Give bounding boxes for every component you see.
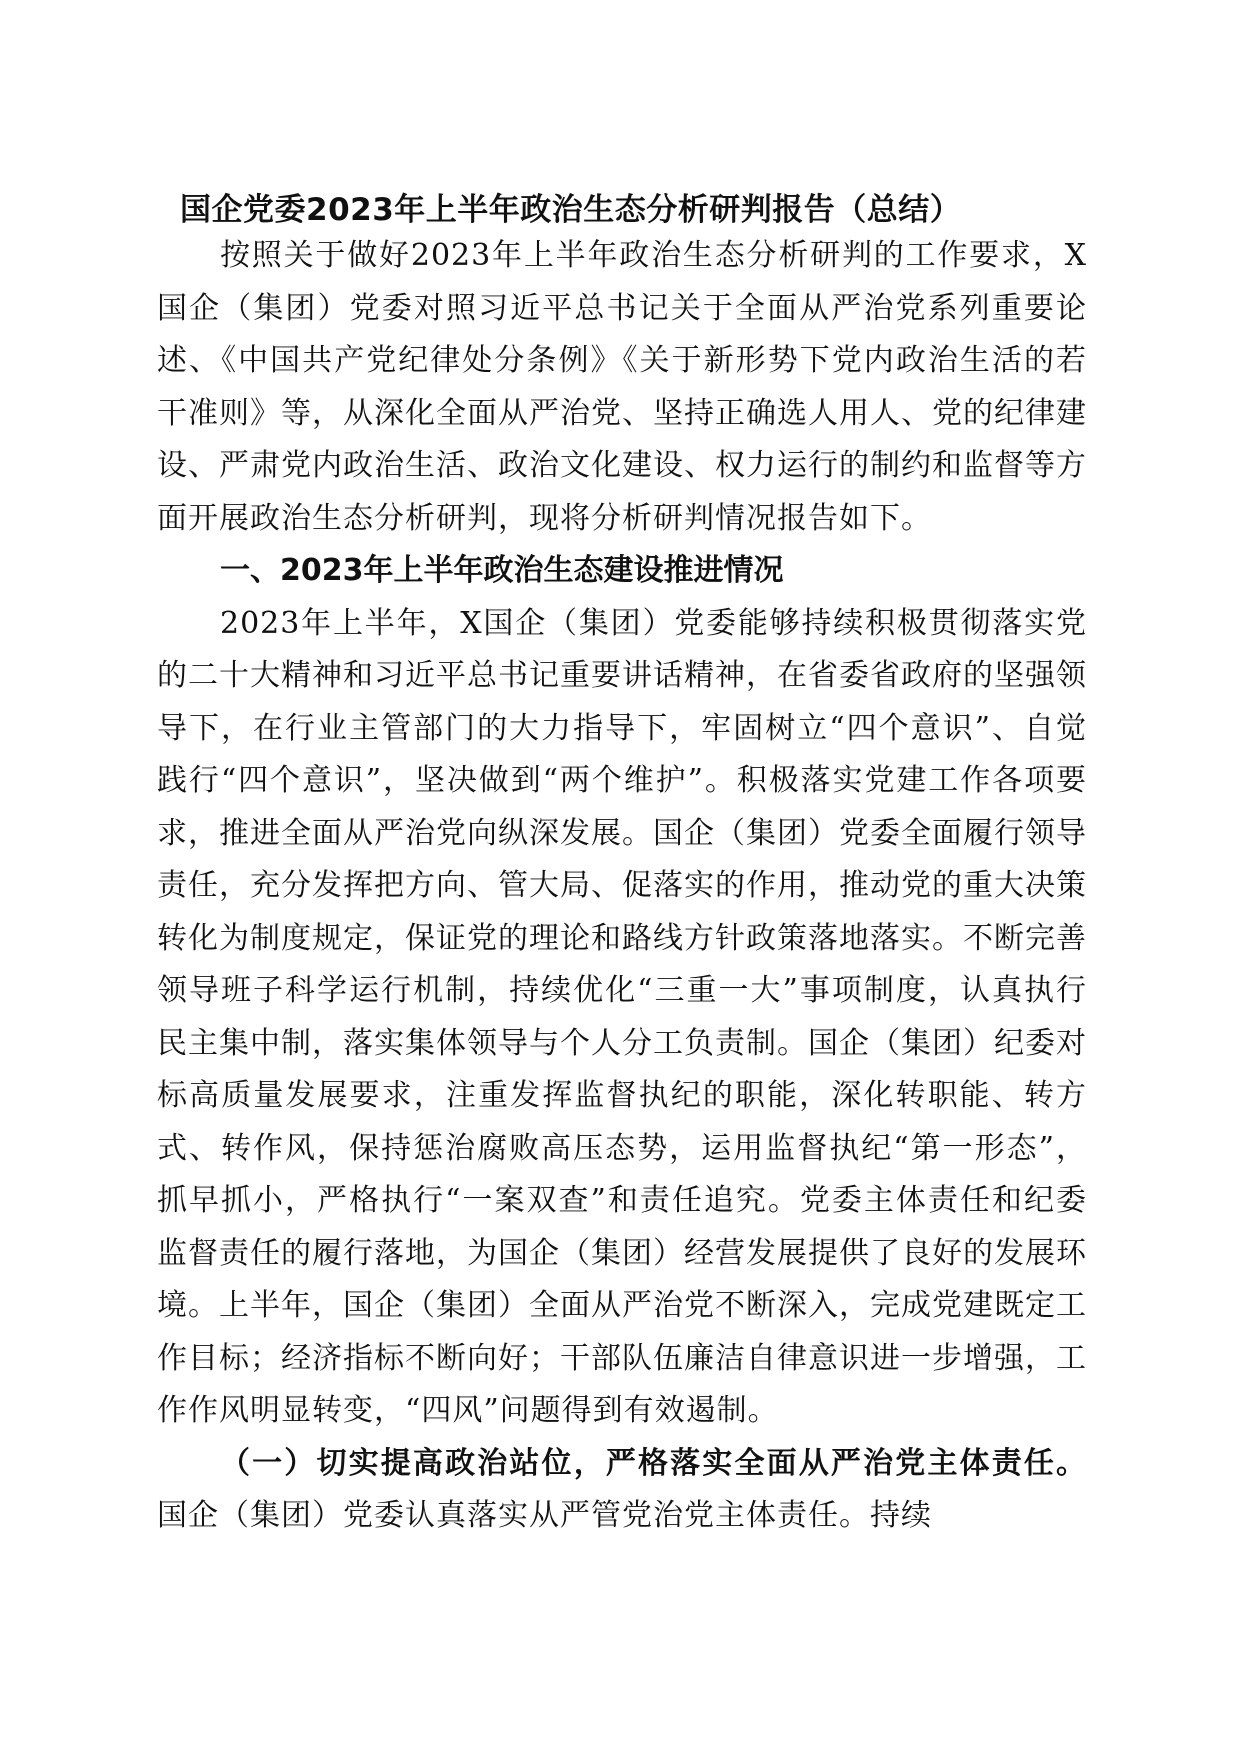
subsection-paragraph (157, 1438, 1087, 1543)
subsection-heading: （一）切实提高政治站位，严格落实全面从严治党主体责任。 (220, 1445, 1087, 1481)
section-paragraph: 2023年上半年，X国企（集团）党委能够持续积极贯彻落实党的二十大精神和习近平总书记重要讲话精神，在省委省政府的坚强领导下，在行业主管部门的大力指导下，牢固树立“四个意识”、自觉践行“四个意识”，坚决做到“两个维护”。积极落实党建工作各项要求，推进全面从严治党向纵深发展。国企（集团）党委全面履行领导责任，充分发挥把方向、管大局、促落实的作用，推动党的重大决策转化为制度规定，保证党的理论和路线方针政策落地落实。不断完善领导班子科学运行机制，持续优化“三重一大”事项制度，认真执行民主集中制，落实集体领导与个人分工负责制。国企（集团）纪委对标高质量发展要求，注重发挥监督执纪的职能，深化转职能、转方式、转作风，保持惩治腐败高压态势，运用监督执纪“第一形态”，抓早抓小，严格执行“一案双查”和责任追究。党委主体责任和纪委监督责任的履行落地，为国企（集团）经营发展提供了良好的发展环境。上半年，国企（集团）全面从严治党不断深入，完成党建既定工作目标；经济指标不断向好；干部队伍廉洁自律意识进一步增强，工作作风明显转变，“四风”问题得到有效遏制。 (157, 605, 1087, 1428)
section-heading: 一、2023年上半年政治生态建设推进情况 (220, 553, 784, 588)
document-title: 国企党委2023年上半年政治生态分析研判报告（总结） (180, 192, 962, 228)
intro-paragraph: 按照关于做好2023年上半年政治生态分析研判的工作要求，X国企（集团）党委对照习近平总书记关于全面从严治党系列重要论述、《中国共产党纪律处分条例》《关于新形势下党内政治生活的若干准则》等，从深化全面从严治党、坚持正确选人用人、党的纪律建设、严肃党内政治生活、政治文化建设、权力运行的制约和监督等方面开展政治生态分析研判，现将分析研判情况报告如下。 (157, 238, 1087, 536)
subsection-body: 国企（集团）党委认真落实从严管党治党主体责任。持续 (157, 1498, 932, 1533)
document-body (157, 190, 1087, 1543)
